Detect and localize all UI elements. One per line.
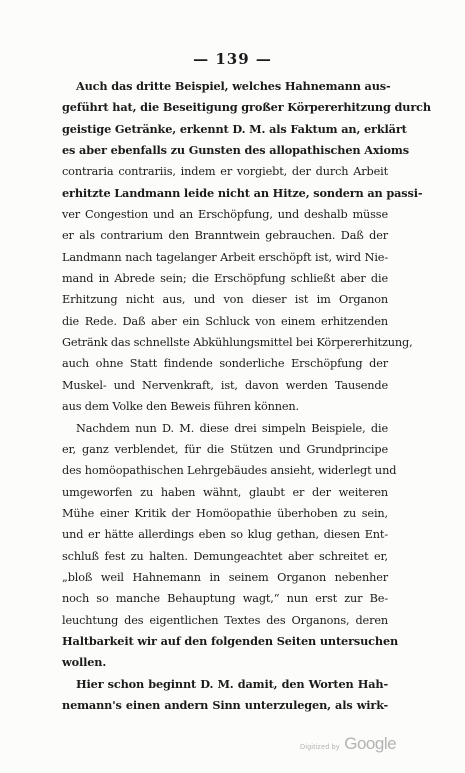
text-line: schluß fest zu halten. Demungeachtet aber schreitet er, [62,549,388,563]
text-line: Erhitzung nicht aus, und von dieser ist im Organon [62,293,388,307]
text-line: er, ganz verblendet, für die Stützen und Grundprincipe [62,442,388,456]
text-line: „bloß weil Hahnemann in seinem Organon nebenher [62,570,388,584]
text-line: die Rede. Daß aber ein Schluck von einem erhitzenden [62,314,388,328]
text-line: Auch das dritte Beispiel, welches Hahnemann aus- [76,79,391,93]
text-line: mand in Abrede sein; die Erschöpfung schließt aber die [62,272,388,286]
text-line: Muskel- und Nervenkraft, ist, davon werden Tausende [62,378,388,392]
text-line: und er hätte allerdings eben so klug gethan, diesen Ent- [62,528,388,542]
watermark-prefix: Digitized by [300,744,340,751]
text-line: auch ohne Statt findende sonderliche Erschöpfung der [62,357,388,371]
text-line: noch so manche Behauptung wagt,“ nun erst zur Be- [62,592,388,606]
page-number: — 139 — [193,50,272,68]
body-text [62,76,431,716]
text-line: Nachdem nun D. M. diese drei simpeln Beispiele, die [76,421,388,435]
text-line: geistige Getränke, erkennt D. M. als Faktum an, erklärt [62,121,407,136]
digitized-by-google-watermark [300,734,396,754]
text-line: er als contrarium den Branntwein gebrauchen. Daß der [62,229,388,243]
text-line: ver Congestion und an Erschöpfung, und deshalb müsse [62,208,388,222]
text-line: leuchtung des eigentlichen Textes des Organons, deren [62,613,388,627]
text-line: Getränk das schnellste Abkühlungsmittel bei Körpererhitzung, [62,336,413,350]
text-line: wollen. [62,655,107,670]
text-line: erhitzte Landmann leide nicht an Hitze, sondern an passi- [62,185,423,200]
text-line: Haltbarkeit wir auf den folgenden Seiten untersuchen [62,633,399,648]
text-line: aus dem Volke den Beweis führen können. [62,400,299,414]
text-line: des homöopathischen Lehrgebäudes ansieht, widerlegt und [62,464,397,478]
text-line: contraria contrariis, indem er vorgiebt, der durch Arbeit [62,165,388,179]
text-line: geführt hat, die Beseitigung großer Körpererhitzung durch [62,100,431,115]
text-line: Hier schon beginnt D. M. damit, den Worten Hah- [76,676,388,691]
text-line: Landmann nach tagelanger Arbeit erschöpft ist, wird Nie- [62,250,388,264]
text-line: umgeworfen zu haben wähnt, glaubt er der weiteren [62,485,388,499]
text-line: es aber ebenfalls zu Gunsten des allopathischen Axioms [62,143,409,158]
google-logo: Google [344,734,397,753]
text-line: Mühe einer Kritik der Homöopathie überhoben zu sein, [62,506,388,520]
text-line: nemann's einen andern Sinn unterzulegen, als wirk- [62,697,388,712]
